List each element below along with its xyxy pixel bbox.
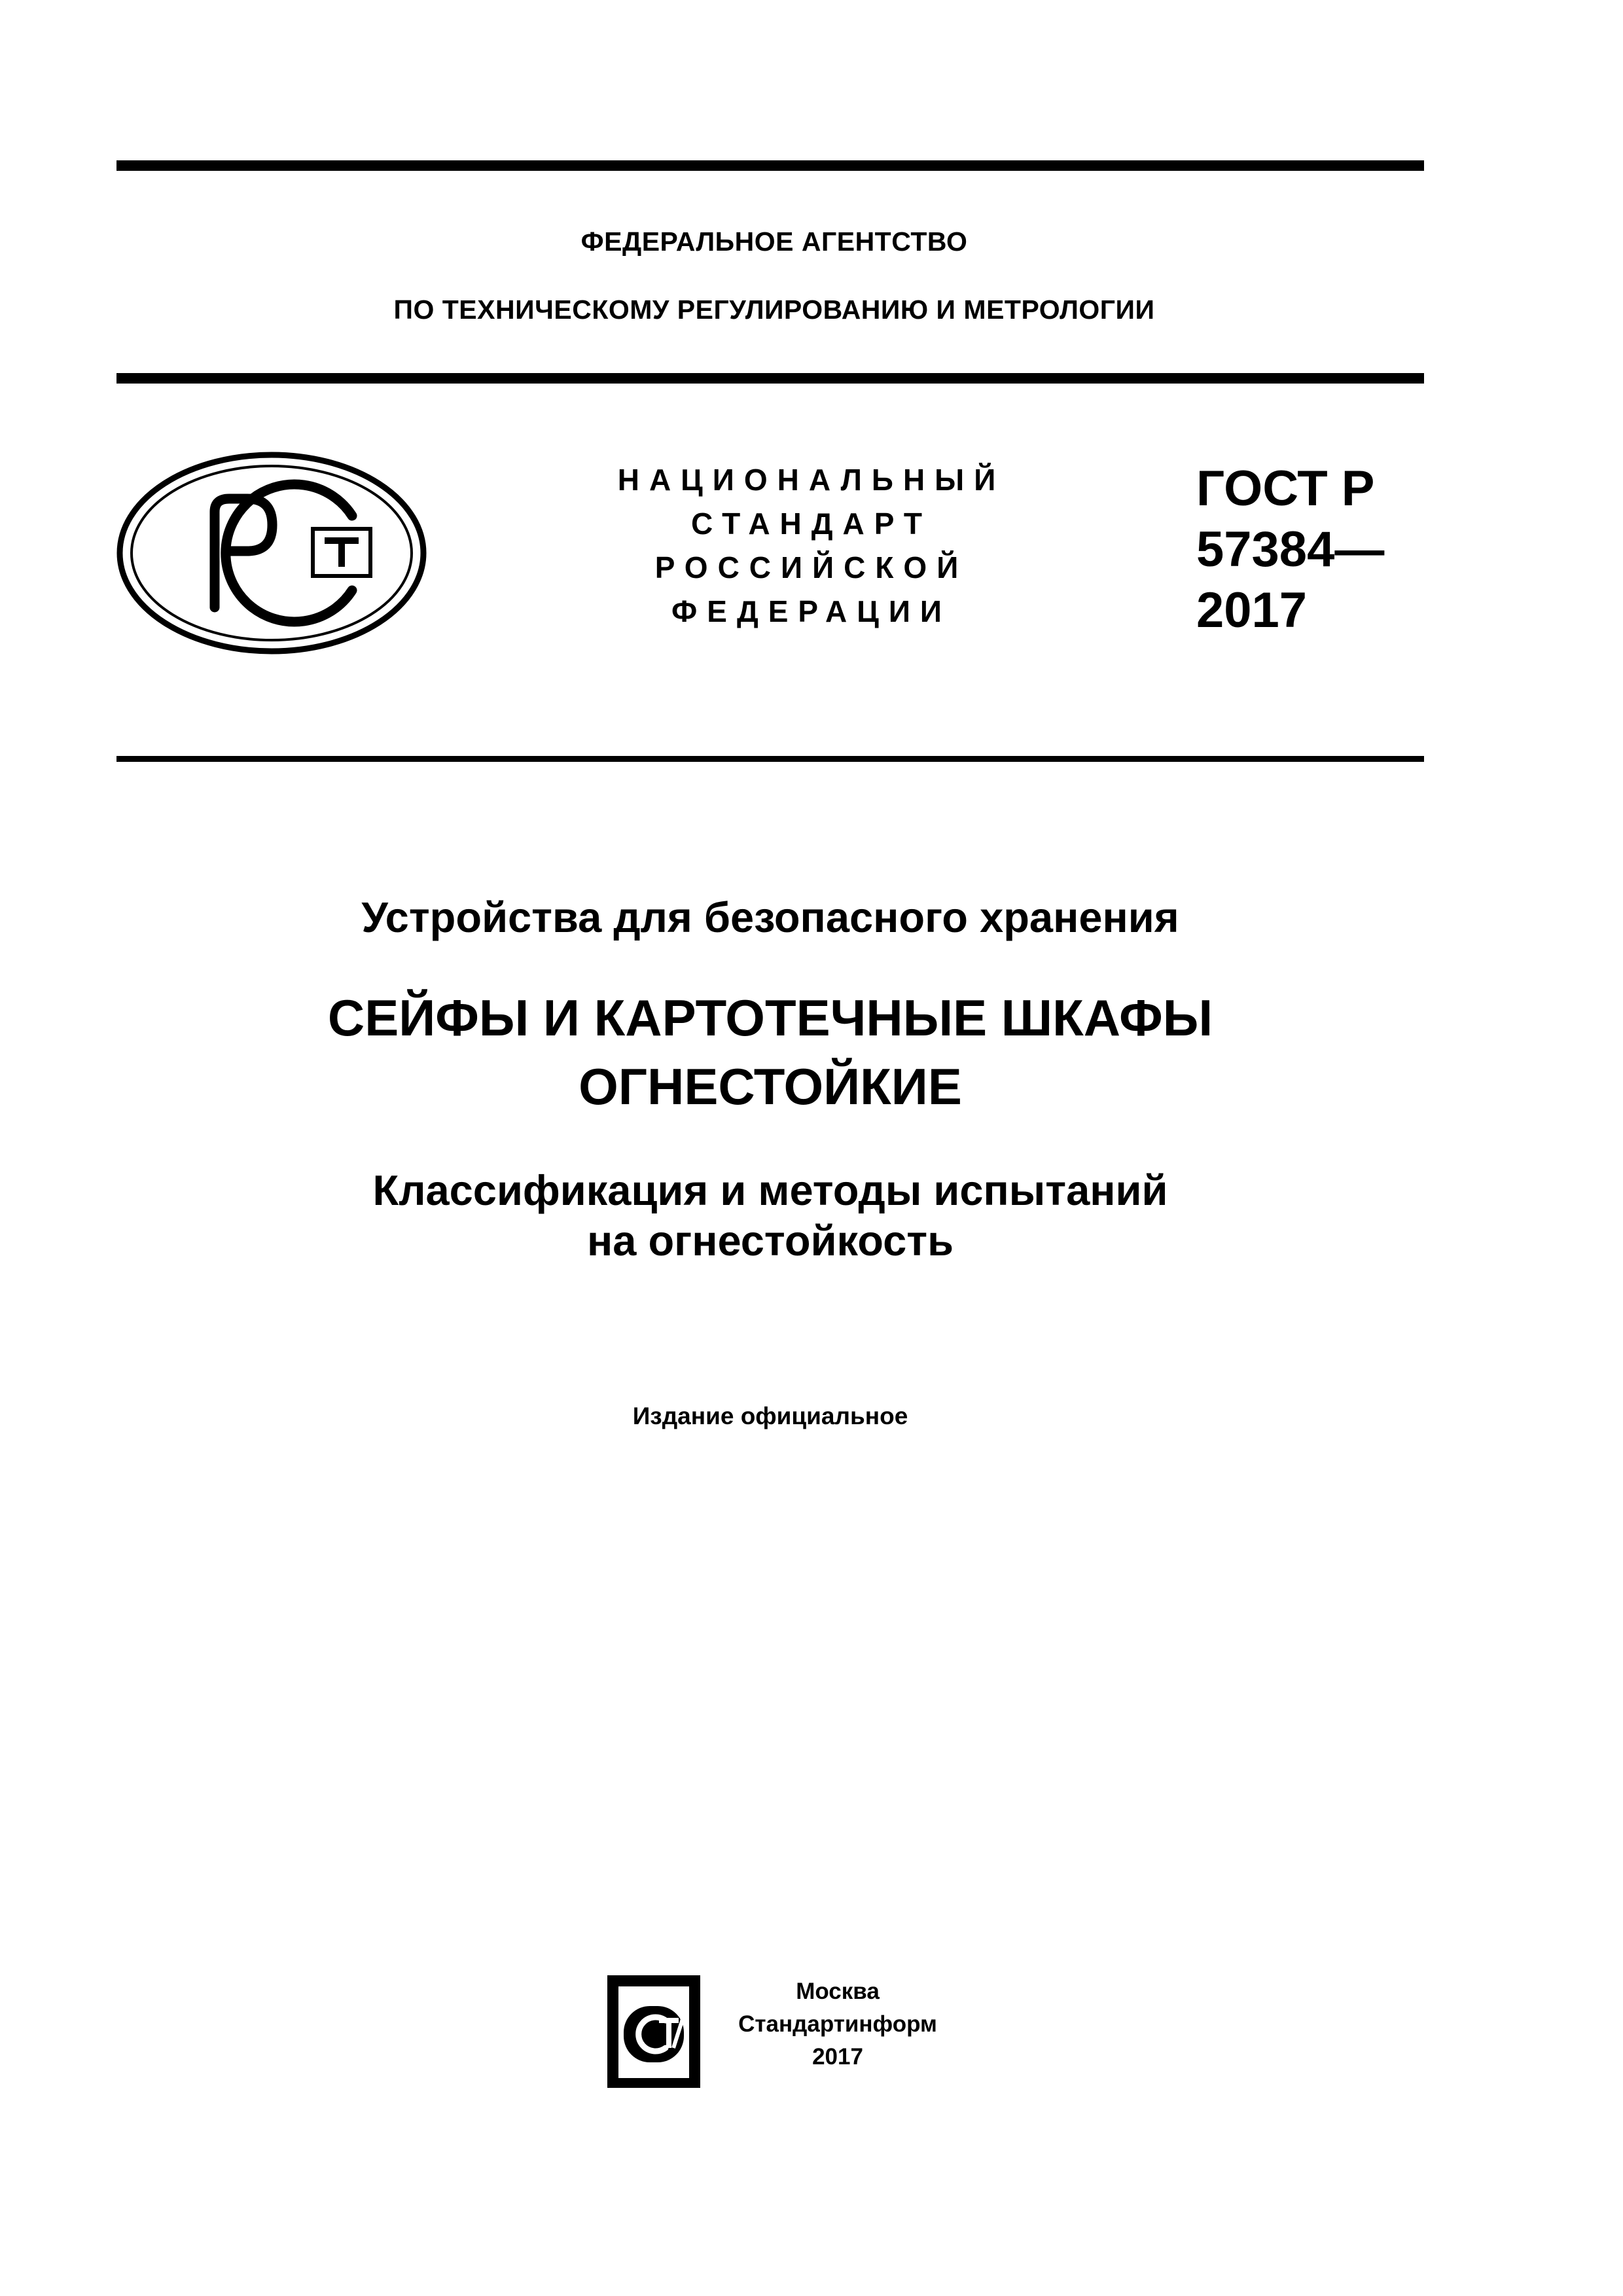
- subtitle-line: Классификация и методы испытаний: [372, 1166, 1168, 1214]
- national-line: СТАНДАРТ: [691, 507, 932, 541]
- main-title-line: СЕЙФЫ И КАРТОТЕЧНЫЕ ШКАФЫ: [327, 989, 1213, 1047]
- national-line: ФЕДЕРАЦИИ: [671, 594, 952, 628]
- national-line: РОССИЙСКОЙ: [654, 550, 969, 584]
- document-series-title: Устройства для безопасного хранения: [361, 893, 1179, 941]
- document-subtitle: [116, 1165, 1424, 1266]
- national-line: НАЦИОНАЛЬНЫЙ: [617, 463, 1006, 497]
- agency-line-1: ФЕДЕРАЛЬНОЕ АГЕНТСТВО: [580, 226, 968, 257]
- publisher-imprint: [720, 1975, 955, 2073]
- subtitle-line: на огнестойкость: [586, 1217, 954, 1265]
- imprint-publisher: Стандартинформ: [738, 2011, 937, 2037]
- edition-label: Издание официальное: [632, 1403, 908, 1429]
- title-block-rule: [116, 756, 1424, 762]
- designation-line: ГОСТ Р: [1196, 461, 1375, 516]
- standard-designation: [1196, 458, 1432, 641]
- standartinform-logo-icon: [605, 1973, 702, 2090]
- rst-certification-logo-icon: [116, 452, 427, 655]
- main-title-line: ОГНЕСТОЙКИЕ: [579, 1058, 962, 1115]
- header-rule: [116, 373, 1424, 384]
- designation-line: 2017: [1196, 583, 1308, 638]
- designation-line: 57384—: [1196, 522, 1385, 577]
- agency-line-2: ПО ТЕХНИЧЕСКОМУ РЕГУЛИРОВАНИЮ И МЕТРОЛОГИИ: [393, 295, 1155, 325]
- document-main-title: [116, 984, 1424, 1121]
- imprint-city: Москва: [796, 1979, 880, 2004]
- imprint-year: 2017: [812, 2044, 863, 2070]
- national-standard-label: [576, 458, 1047, 634]
- top-rule: [116, 160, 1424, 171]
